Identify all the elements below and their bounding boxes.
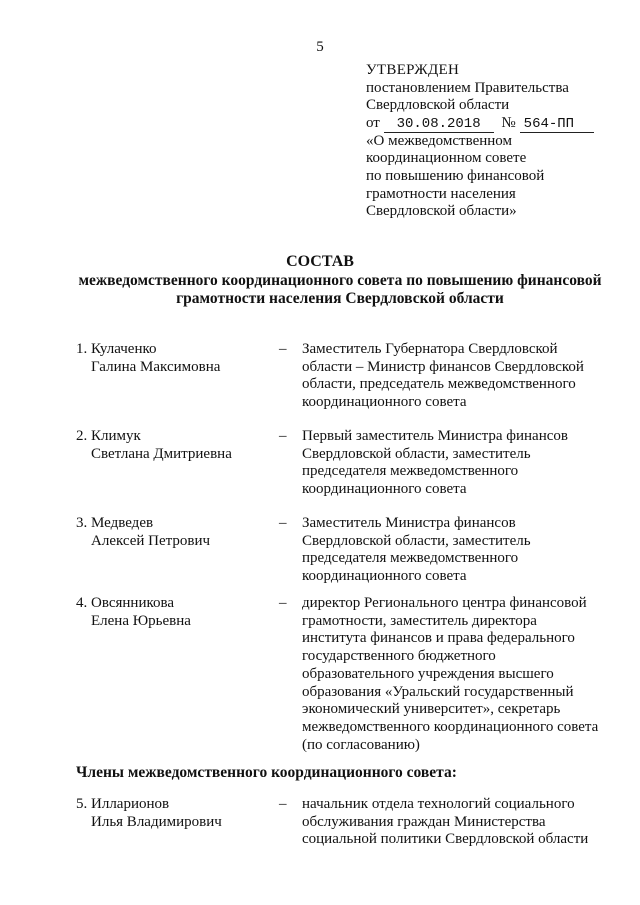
- approval-line: постановлением Правительства: [366, 79, 569, 96]
- member-surname: Климук: [91, 428, 141, 444]
- member-name: [76, 796, 222, 831]
- document-subtitle: [70, 272, 610, 307]
- approval-stamp: [366, 62, 594, 221]
- number-sign: №: [501, 114, 516, 131]
- dash-separator: –: [279, 428, 287, 444]
- member-given-names: Галина Максимовна: [91, 358, 221, 375]
- member-role: директор Регионального центра финансовой грамотности, заместитель директора института финансов и права федерального государственного бюджетного образовательного учреждения высшего образования «Уральский государственный экономический университет», секретарь межведомственного координационного совета (по согласованию): [302, 595, 599, 753]
- member-name: [76, 515, 210, 550]
- member-given-names: Светлана Дмитриевна: [91, 445, 232, 462]
- member-surname: Кулаченко: [91, 341, 157, 357]
- member-surname: Медведев: [91, 515, 154, 531]
- member-role: начальник отдела технологий социального обслуживания граждан Министерства социальной политики Свердловской области: [302, 796, 589, 848]
- member-role: Заместитель Губернатора Свердловской области – Министр финансов Свердловской области, председатель межведомственного координационного совета: [302, 341, 584, 411]
- member-name: [76, 428, 232, 463]
- member-given-names: Алексей Петрович: [91, 532, 211, 549]
- member-number: 3.: [76, 515, 88, 531]
- act-title-line: координационном совете: [366, 150, 527, 167]
- member-surname: Илларионов: [91, 796, 170, 812]
- member-given-names: Елена Юрьевна: [91, 612, 191, 629]
- members-section-heading: Члены межведомственного координационного совета:: [76, 764, 457, 781]
- approval-number: 564-ПП: [520, 117, 594, 133]
- approval-heading: УТВЕРЖДЕН: [366, 62, 460, 78]
- page-number: 5: [316, 39, 324, 55]
- approval-line: Свердловской области: [366, 97, 510, 114]
- dash-separator: –: [279, 341, 287, 357]
- member-number: 1.: [76, 341, 88, 357]
- member-given-names: Илья Владимирович: [91, 813, 222, 830]
- member-role: Первый заместитель Министра финансов Свердловской области, заместитель председателя межведомственного координационного совета: [302, 428, 568, 498]
- dash-separator: –: [279, 515, 287, 531]
- document-title: СОСТАВ: [286, 253, 354, 270]
- dash-separator: –: [279, 595, 287, 611]
- subtitle-line: грамотности населения Свердловской области: [176, 289, 504, 307]
- subtitle-line: межведомственного координационного совета по повышению финансовой: [78, 272, 602, 289]
- member-name: [76, 341, 220, 376]
- member-role: Заместитель Министра финансов Свердловской области, заместитель председателя межведомственного координационного совета: [302, 515, 531, 585]
- member-number: 4.: [76, 595, 88, 611]
- date-prefix: от: [366, 114, 380, 131]
- member-number: 5.: [76, 796, 88, 812]
- act-title-line: «О межведомственном: [366, 132, 513, 149]
- act-title-line: Свердловской области»: [366, 203, 517, 220]
- approval-date-row: [366, 115, 594, 133]
- member-surname: Овсянникова: [91, 595, 175, 611]
- dash-separator: –: [279, 796, 287, 812]
- member-name: [76, 595, 191, 630]
- act-title-line: по повышению финансовой: [366, 167, 545, 184]
- approval-date: 30.08.2018: [384, 117, 494, 133]
- member-number: 2.: [76, 428, 88, 444]
- act-title-line: грамотности населения: [366, 185, 516, 202]
